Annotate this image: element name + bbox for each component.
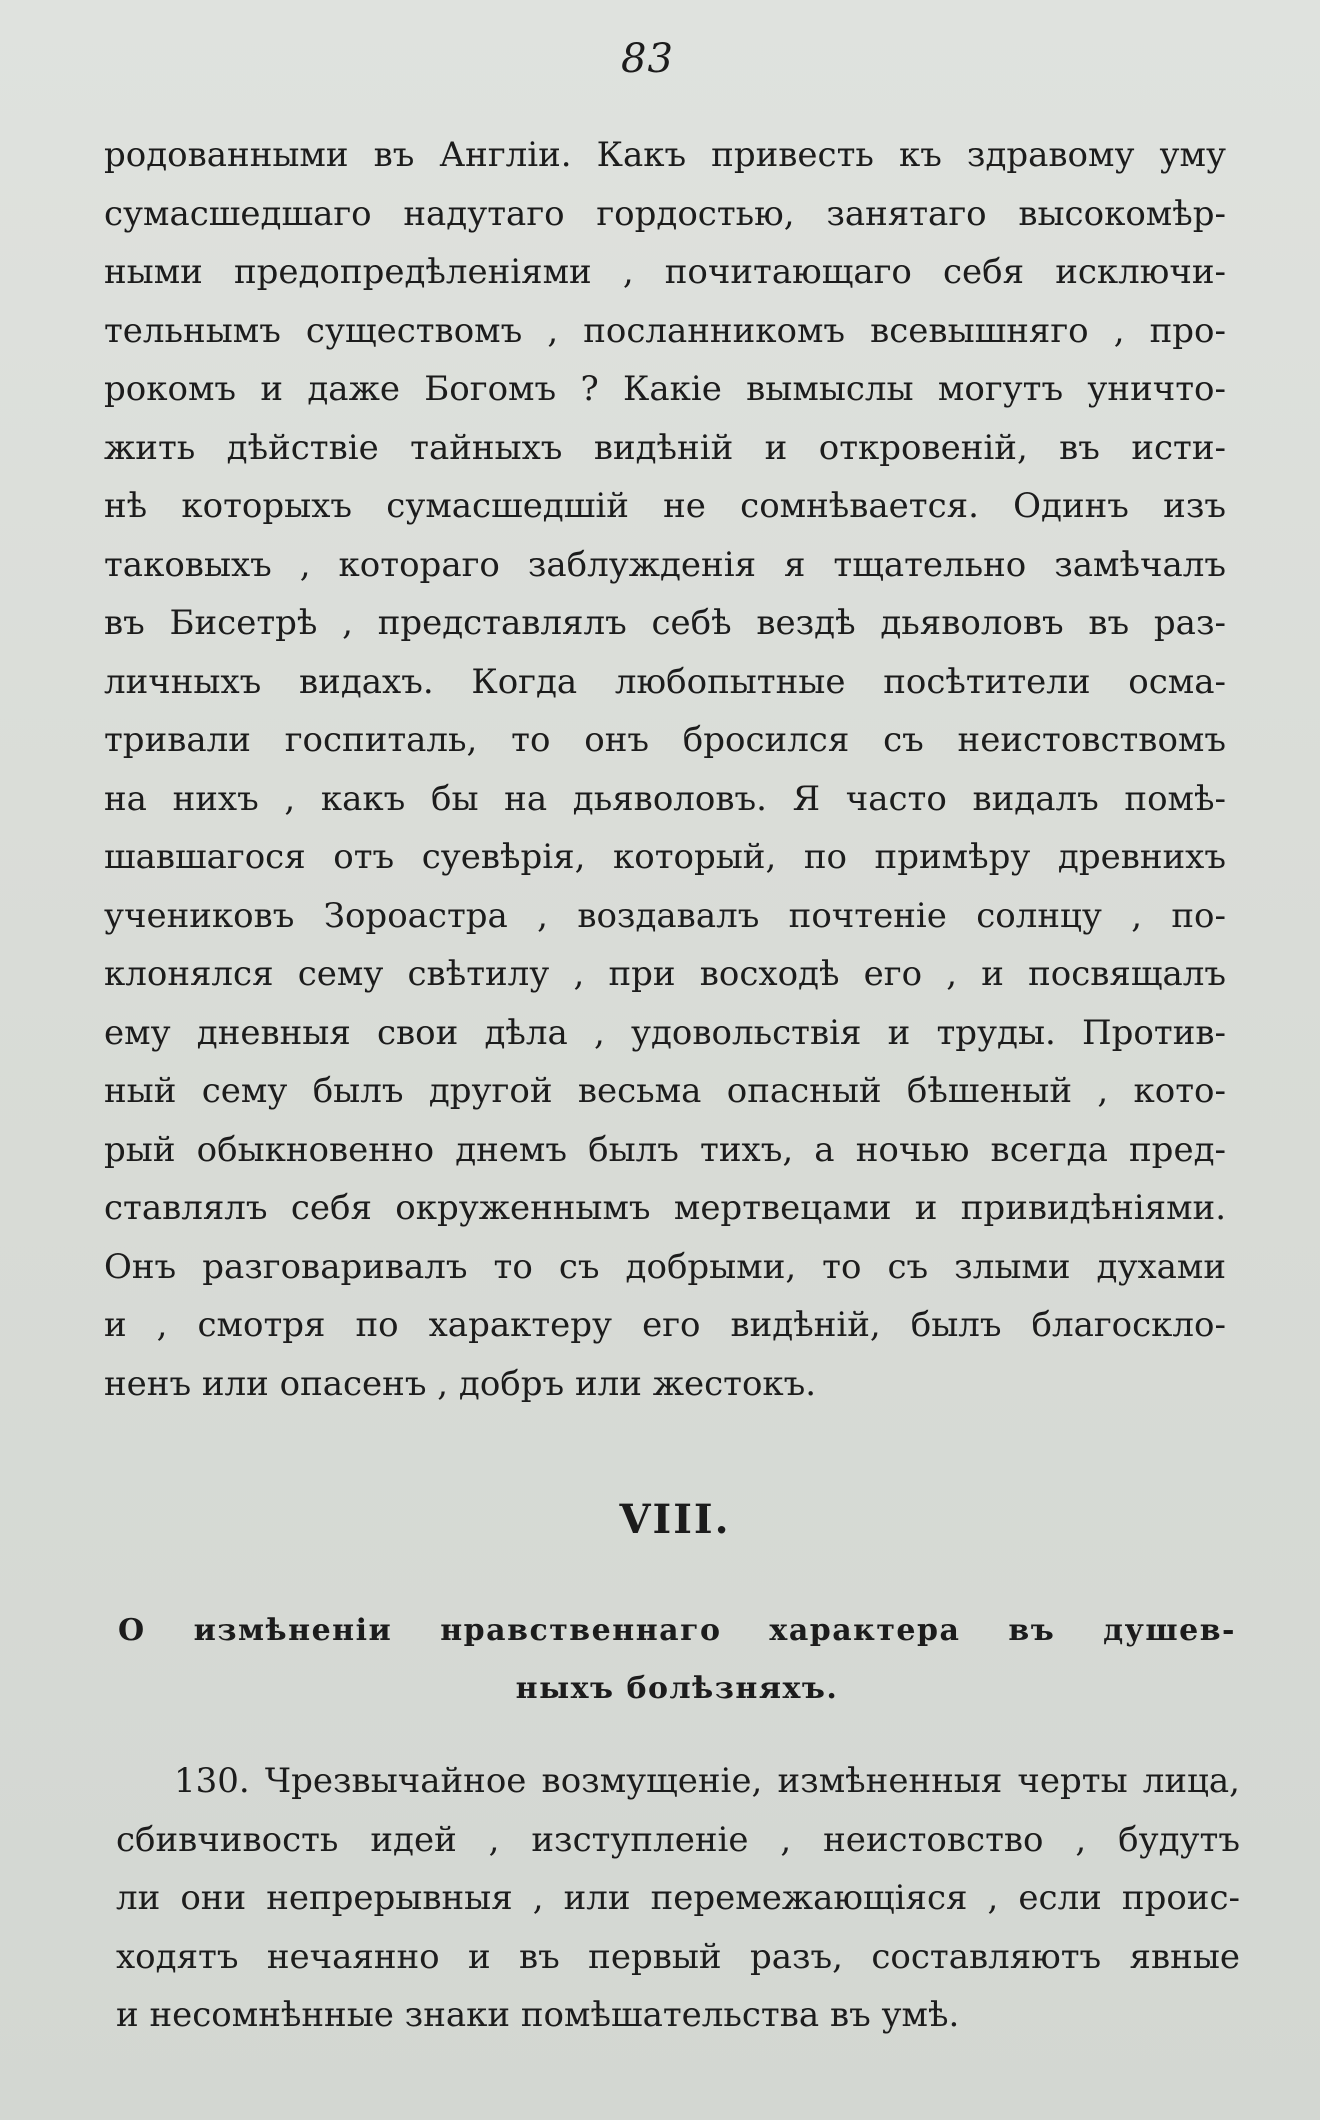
text-line: въ Бисетрѣ , представлялъ себѣ вездѣ дьяволовъ въ раз- [104,603,1226,643]
text-line: Онъ разговаривалъ то съ добрыми, то съ злыми духами [104,1246,1226,1287]
text-line: сбивчивость идей , изступленіе , неистовство , будутъ [116,1819,1240,1860]
section-title-line: О измѣненіи нравственнаго характера въ душев- [118,1613,1236,1648]
text-line: жить дѣйствіе тайныхъ видѣній и откровеній, въ исти- [104,427,1226,468]
text-line: сумасшедшаго надутаго гордостью, занятаго высокомѣр- [104,193,1226,234]
text-line: клонялся сему свѣтилу , при восходѣ его , и посвящалъ [104,954,1226,994]
text-line: рый обыкновенно днемъ былъ тихъ, а ночью всегда пред- [104,1129,1226,1170]
page-number: 83 [621,36,674,82]
text-line: рокомъ и даже Богомъ ? Какіе вымыслы могутъ уничто- [104,369,1226,409]
text-line: ли они непрерывныя , или перемежающіяся , если проис- [116,1878,1240,1918]
text-line: ными предопредѣленіями , почитающаго себя исключи- [104,252,1226,292]
section-title [118,1602,1236,1718]
text-line: и несомнѣнные знаки помѣшательства въ умѣ. [116,1995,960,2035]
section-title-line: ныхъ болѣзняхъ. [515,1671,839,1706]
text-line: родованными въ Англіи. Какъ привесть къ здравому уму [104,135,1226,175]
text-line: ный сему былъ другой весьма опасный бѣшеный , кото- [104,1071,1226,1111]
text-line: ставлялъ себя окруженнымъ мертвецами и привидѣніями. [104,1188,1226,1228]
text-line: ему дневныя свои дѣла , удовольствія и труды. Против- [104,1012,1226,1053]
text-line: нѣ которыхъ сумасшедшій не сомнѣвается. Одинъ изъ [104,486,1226,526]
text-line: шавшагося отъ суевѣрія, который, по примѣру древнихъ [104,837,1226,877]
text-line: тривали госпиталь, то онъ бросился съ неистовствомъ [104,720,1226,760]
text-line: учениковъ Зороастра , воздавалъ почтеніе солнцу , по- [104,895,1226,936]
text-line: личныхъ видахъ. Когда любопытные посѣтители осма- [104,661,1226,702]
text-line: таковыхъ , котораго заблужденія я тщательно замѣчалъ [104,544,1226,585]
text-line: 130. Чрезвычайное возмущеніе, измѣненныя черты лица, [174,1761,1240,1801]
text-line: ненъ или опасенъ , добръ или жестокъ. [104,1363,817,1404]
body-text [104,126,1226,1413]
paragraph-130 [116,1752,1240,2045]
text-line: тельнымъ существомъ , посланникомъ всевышняго , про- [104,310,1226,351]
text-line: ходятъ нечаянно и въ первый разъ, составляютъ явные [116,1936,1240,1977]
text-line: и , смотря по характеру его видѣній, былъ благосклo- [104,1305,1226,1345]
section-number: VIII. [619,1496,731,1543]
text-line: на нихъ , какъ бы на дьяволовъ. Я часто видалъ помѣ- [104,778,1226,819]
